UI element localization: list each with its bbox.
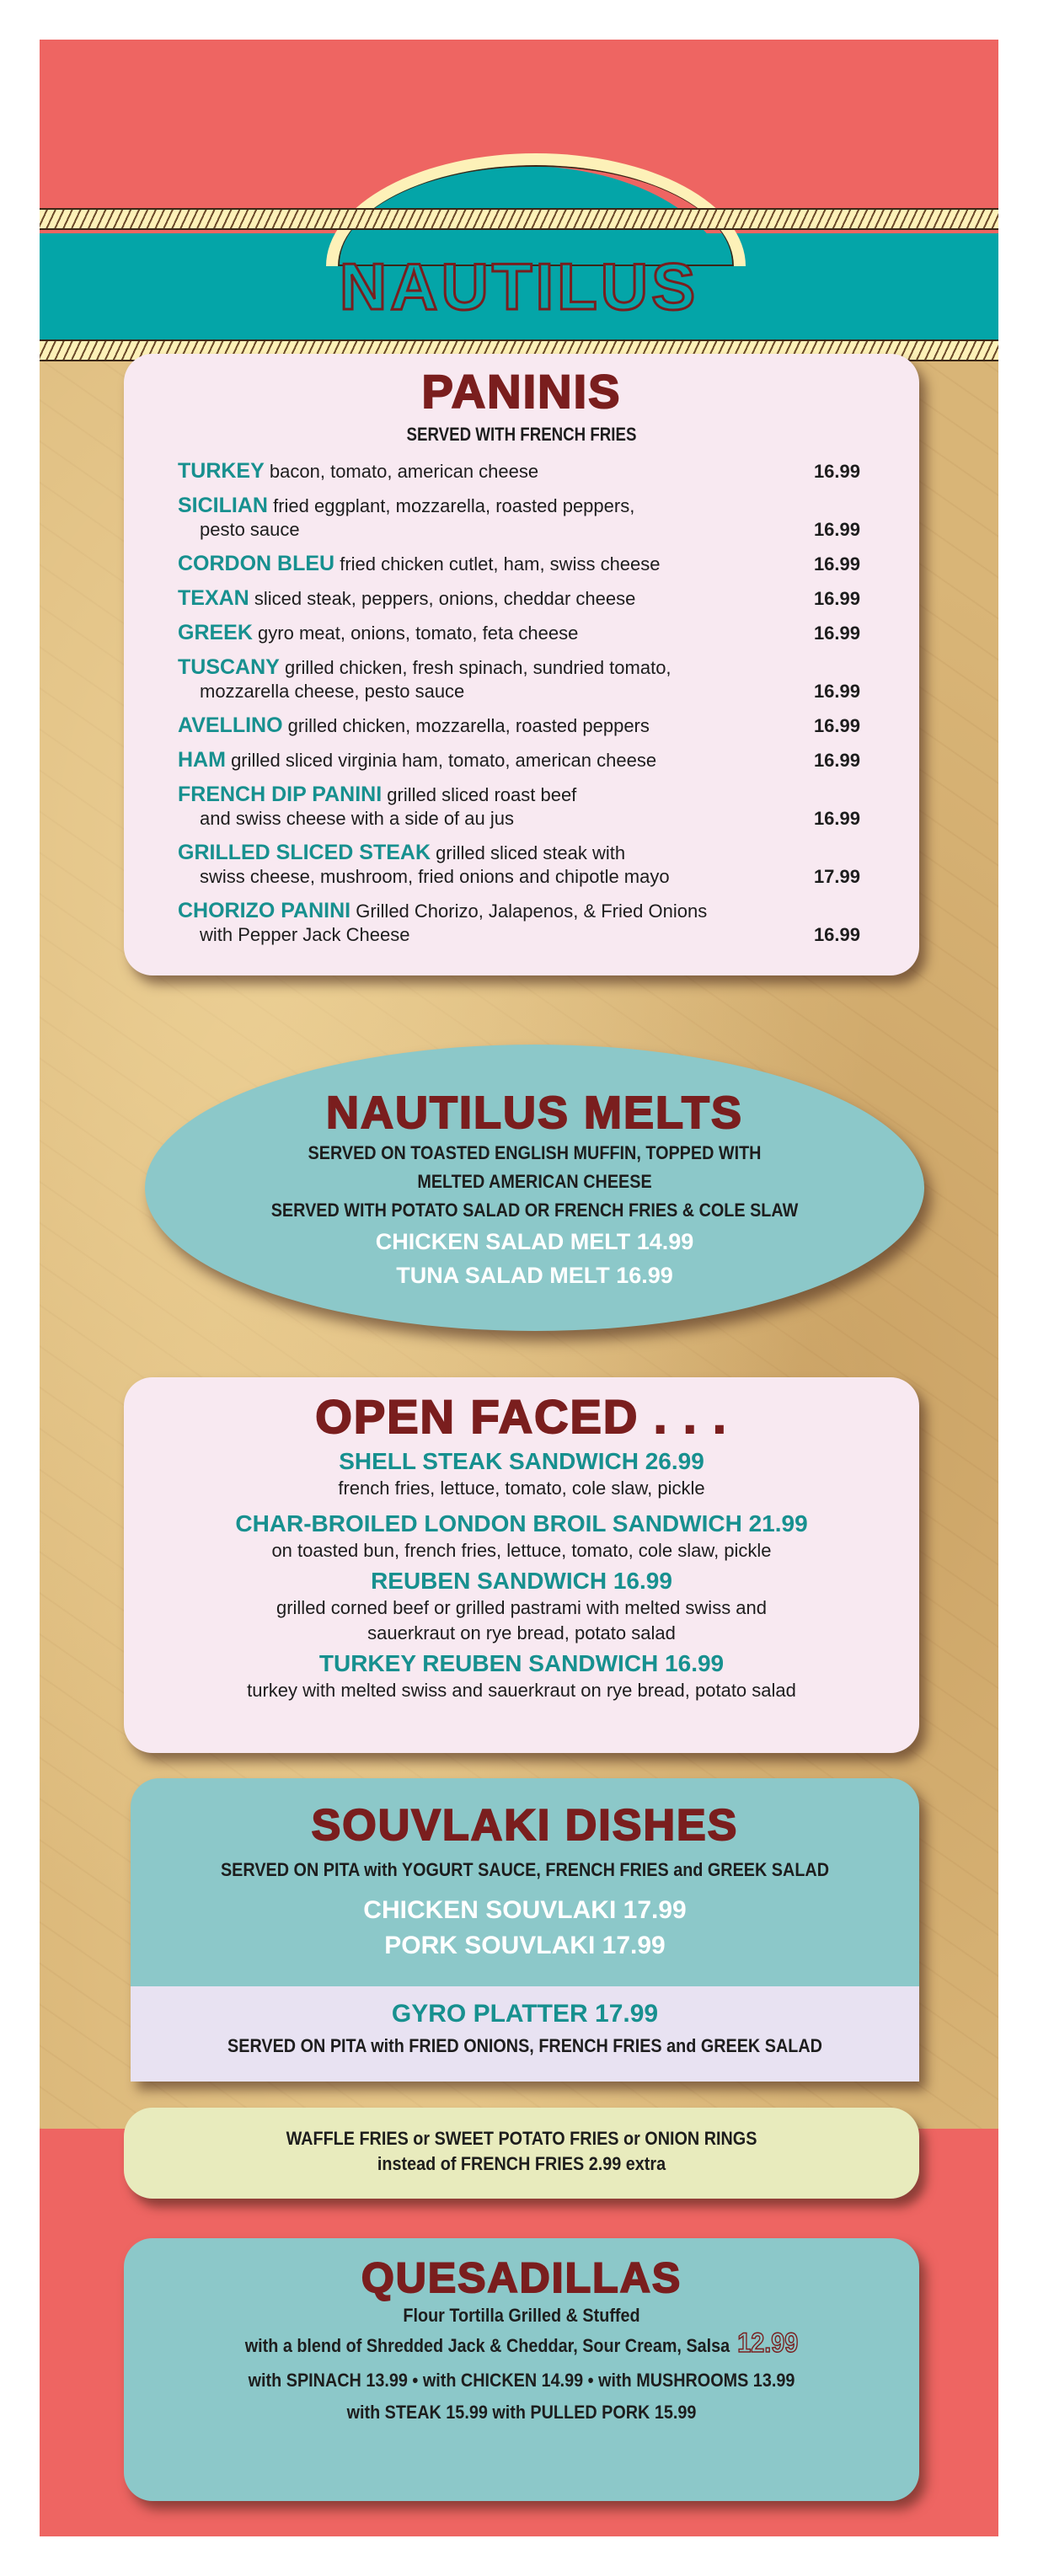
menu-item-chorizo: CHORIZO PANINI Grilled Chorizo, Jalapenos, & Fried Onions with Pepper Jack Cheese 16.99 [178,899,860,945]
paninis-card [124,354,919,975]
souvlaki-item-chicken: CHICKEN SOUVLAKI 17.99 [363,1896,687,1924]
open-item-desc: grilled corned beef or grilled pastrami with melted swiss and [276,1597,768,1618]
open-item-heading: CHAR-BROILED LONDON BROIL SANDWICH 21.99 [235,1510,808,1537]
melts-title: NAUTILUS MELTS [326,1088,743,1138]
menu-item-ham: HAM grilled sliced virginia ham, tomato, american cheese 16.99 [178,748,860,772]
menu-item-cordon-bleu: CORDON BLEU fried chicken cutlet, ham, swiss cheese 16.99 [178,552,860,575]
melts-desc-2: MELTED AMERICAN CHEESE [417,1171,652,1192]
open-item-desc: turkey with melted swiss and sauerkraut on rye bread, potato salad [247,1680,796,1701]
menu-item-avellino: AVELLINO grilled chicken, mozzarella, roasted peppers 16.99 [178,713,860,737]
souvlaki-subtitle: SERVED ON PITA with YOGURT SAUCE, FRENCH FRIES and GREEK SALAD [220,1859,830,1880]
souvlaki-item-pork: PORK SOUVLAKI 17.99 [384,1932,666,1959]
melts-desc-3: SERVED WITH POTATO SALAD OR FRENCH FRIES & COLE SLAW [270,1200,799,1221]
gyro-section [131,1986,919,2082]
souvlaki-card [131,1778,919,2082]
quesadillas-line-2: with a blend of Shredded Jack & Cheddar, Sour Cream, Salsa 12.99 [244,2327,799,2358]
melt-item-chicken: CHICKEN SALAD MELT 14.99 [375,1229,694,1254]
menu-item-french-dip: FRENCH DIP PANINI grilled sliced roast beef and swiss cheese with a side of au jus 16.99 [178,783,860,829]
open-item-heading: SHELL STEAK SANDWICH 26.99 [339,1448,704,1474]
menu-item-texan: TEXAN sliced steak, peppers, onions, cheddar cheese 16.99 [178,586,860,610]
gyro-heading: GYRO PLATTER 17.99 [391,2000,659,2028]
side-upgrades-card [124,2108,919,2199]
melts-oval [145,1045,924,1331]
melt-item-tuna: TUNA SALAD MELT 16.99 [396,1263,673,1288]
gyro-desc: SERVED ON PITA with FRIED ONIONS, FRENCH FRIES and GREEK SALAD [227,2035,822,2056]
menu-item-greek: GREEK gyro meat, onions, tomato, feta cheese 16.99 [178,621,860,644]
restaurant-title: NAUTILUS [339,249,699,323]
menu-item-sicilian: SICILIAN fried eggplant, mozzarella, roasted peppers, pesto sauce 16.99 [178,494,860,540]
open-item-desc-2: sauerkraut on rye bread, potato salad [367,1622,676,1643]
open-item-heading: TURKEY REUBEN SANDWICH 16.99 [318,1650,725,1676]
quesadillas-price: 12.99 [737,2327,799,2358]
quesadillas-title: QUESADILLAS [361,2254,682,2301]
menu-item-tuscany: TUSCANY grilled chicken, fresh spinach, sundried tomato, mozzarella cheese, pesto sauce 16.99 [178,655,860,702]
souvlaki-title: SOUVLAKI DISHES [311,1801,739,1850]
open-item-desc: french fries, lettuce, tomato, cole slaw, pickle [338,1478,705,1499]
open-faced-card [124,1377,919,1753]
paninis-subtitle: SERVED WITH FRENCH FRIES [406,424,637,445]
paninis-list [178,459,860,957]
quesadillas-line-1: Flour Tortilla Grilled & Stuffed [403,2305,640,2326]
open-item-heading: REUBEN SANDWICH 16.99 [371,1568,672,1594]
sides-line-2: instead of FRENCH FRIES 2.99 extra [377,2153,666,2174]
menu-item-grilled-sliced-steak: GRILLED SLICED STEAK grilled sliced steak with swiss cheese, mushroom, fried onions and chipotle mayo 17.99 [178,841,860,887]
sides-line-1: WAFFLE FRIES or SWEET POTATO FRIES or ONION RINGS [286,2128,757,2149]
menu-page [40,40,998,2536]
melts-desc-1: SERVED ON TOASTED ENGLISH MUFFIN, TOPPED WITH [308,1142,762,1163]
rope-top-decoration [40,208,998,230]
quesadillas-card [124,2238,919,2501]
open-item-desc: on toasted bun, french fries, lettuce, tomato, cole slaw, pickle [271,1540,772,1561]
quesadillas-options-1: with SPINACH 13.99 • with CHICKEN 14.99 • with MUSHROOMS 13.99 [248,2370,795,2391]
open-faced-title: OPEN FACED . . . [315,1390,728,1443]
quesadillas-options-2: with STEAK 15.99 with PULLED PORK 15.99 [346,2402,697,2423]
paninis-title: PANINIS [421,365,622,418]
menu-item-turkey: TURKEY bacon, tomato, american cheese 16.99 [178,459,860,483]
